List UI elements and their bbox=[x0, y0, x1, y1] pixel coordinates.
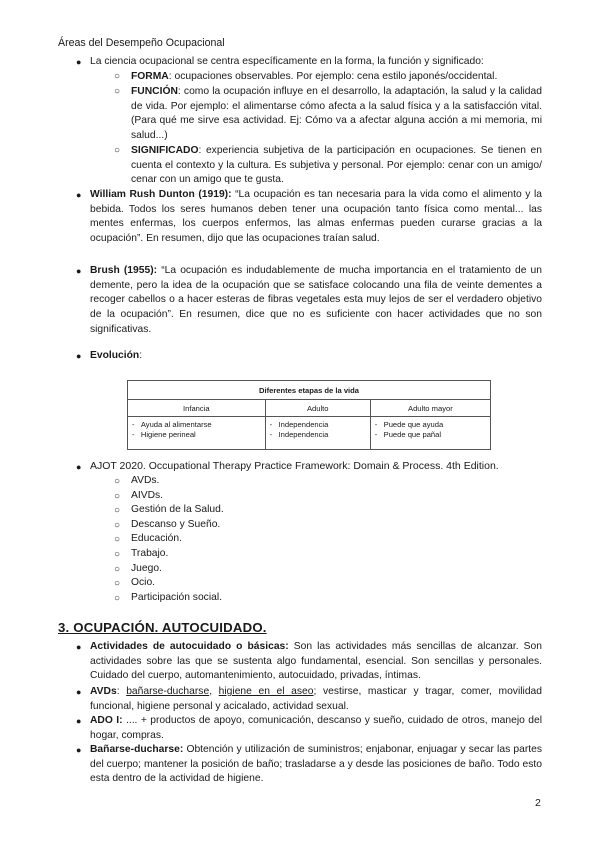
brush-term: Brush (1955): bbox=[90, 265, 158, 276]
funcion-text: : como la ocupación influye en el desarrollo, la adaptación, la salud y la calidad de vida. Por ejemplo: el alimentarse cómo afecta a la salud física y a la satisfacción vital. (Para qué me sirve esa actividad. Ej: Cómo va a afectar alguna acción a mi memoria, mi salud...) bbox=[131, 86, 542, 142]
circle-bullet-icon: ○ bbox=[114, 476, 121, 487]
table-cell-text: Puede que pañal bbox=[383, 430, 442, 439]
circle-bullet-icon: ○ bbox=[114, 593, 121, 604]
brush-text: “La ocupación es indudablemente de mucha importancia en el tratamiento de un demente, pero la idea de la ocupación que se satisface colocando una fila de veinte dementes a recoger cabellos o a hacer esteras de fibras vegetales esta muy lejos de ser el verdadero objetivo de la ocupación”. En resumen, dice que no es suficiente con hacer actividades que no son significativas. bbox=[90, 265, 543, 335]
table-header-cell: Adulto mayor bbox=[370, 400, 490, 417]
circle-bullet-icon: ○ bbox=[114, 520, 121, 531]
table-header-cell: Infancia bbox=[128, 400, 266, 417]
bullet-icon: ● bbox=[76, 716, 82, 726]
bullet-icon: ● bbox=[76, 351, 82, 361]
ajot-item: Trabajo. bbox=[131, 548, 169, 559]
significado-item bbox=[131, 144, 542, 188]
table-cell-adulto-mayor: - Puede que ayuda - Puede que pañal bbox=[370, 417, 490, 450]
page-number: 2 bbox=[535, 797, 541, 809]
bullet-icon: ● bbox=[76, 687, 82, 697]
circle-bullet-icon: ○ bbox=[114, 86, 121, 97]
dunton-term: William Rush Dunton (1919): bbox=[90, 189, 232, 200]
avds-term: AVDs bbox=[90, 686, 117, 697]
table-cell-adulto: - Independencia - Independencia bbox=[265, 417, 370, 450]
autocuidado-paragraph bbox=[90, 640, 542, 684]
circle-bullet-icon: ○ bbox=[114, 145, 121, 156]
funcion-term: FUNCIÓN bbox=[131, 86, 178, 97]
bullet-icon: ● bbox=[76, 190, 82, 200]
circle-bullet-icon: ○ bbox=[114, 491, 121, 502]
table-header-cell: Adulto bbox=[265, 400, 370, 417]
table-cell-text: Ayuda al alimentarse bbox=[140, 420, 212, 429]
table-cell-text: Higiene perineal bbox=[140, 430, 196, 439]
avds-link-higiene: higiene en el aseo bbox=[218, 686, 314, 697]
brush-paragraph bbox=[90, 264, 542, 338]
table-cell-text: Puede que ayuda bbox=[383, 420, 444, 429]
ajot-item: Gestión de la Salud. bbox=[131, 504, 224, 515]
circle-bullet-icon: ○ bbox=[114, 549, 121, 560]
banarse-paragraph bbox=[90, 743, 542, 787]
funcion-item bbox=[131, 85, 542, 144]
intro-paragraph: La ciencia ocupacional se centra específicamente en la forma, la función y significado: bbox=[90, 56, 484, 67]
autocuidado-term: Actividades de autocuidado o básicas: bbox=[90, 641, 289, 652]
bullet-icon: ● bbox=[76, 57, 82, 67]
forma-item bbox=[131, 70, 542, 85]
circle-bullet-icon: ○ bbox=[114, 534, 121, 545]
forma-text: : ocupaciones observables. Por ejemplo: cena estilo japonés/occidental. bbox=[168, 71, 498, 82]
dunton-text: “La ocupación es tan necesaria para la vida como el alimento y la bebida. Todos los seres humanos deben tener una ocupación tanto física como mental... las mentes enfermas, los cuerpos enfermos, las almas enfermas pueden curarse gracias a la ocupación”. En resumen, dijo que las ocupaciones traían salud. bbox=[90, 189, 542, 245]
table-title: Diferentes etapas de la vida bbox=[128, 381, 491, 400]
significado-term: SIGNIFICADO bbox=[131, 145, 199, 156]
ajot-item: Educación. bbox=[131, 533, 182, 544]
circle-bullet-icon: ○ bbox=[114, 71, 121, 82]
forma-term: FORMA bbox=[131, 71, 169, 82]
dunton-paragraph bbox=[90, 188, 542, 247]
bullet-icon: ● bbox=[76, 642, 82, 652]
evolucion-colon: : bbox=[139, 350, 143, 361]
ajot-item: Juego. bbox=[131, 563, 162, 574]
page-header: Áreas del Desempeño Ocupacional bbox=[58, 37, 225, 49]
avds-comma: , bbox=[209, 686, 219, 697]
life-stages-table bbox=[127, 380, 491, 450]
ajot-item: AIVDs. bbox=[131, 490, 164, 501]
evolucion-term: Evolución bbox=[90, 350, 140, 361]
ajot-item: Descanso y Sueño. bbox=[131, 519, 221, 530]
ajot-item: Ocio. bbox=[131, 577, 156, 588]
adoi-term: ADO I: bbox=[90, 715, 123, 726]
section-title: 3. OCUPACIÓN. AUTOCUIDADO. bbox=[58, 620, 267, 635]
bullet-icon: ● bbox=[76, 462, 82, 472]
circle-bullet-icon: ○ bbox=[114, 564, 121, 575]
circle-bullet-icon: ○ bbox=[114, 505, 121, 516]
adoi-paragraph bbox=[90, 714, 542, 743]
bullet-icon: ● bbox=[76, 266, 82, 276]
avds-text: ; vestirse, masticar y tragar, comer, movilidad funcional, higiene personal y acicalado, actividad sexual. bbox=[90, 686, 543, 712]
adoi-text: .... + productos de apoyo, comunicación, descanso y sueño, cuidado de otros, manejo del hogar, compras. bbox=[90, 715, 542, 741]
autocuidado-text: Son las actividades más sencillas de alcanzar. Son actividades sobre las que se sustenta algo fundamental, esencial. Son sencillas y personales. Cuidado del cuerpo, automantenimiento, autocuidado, privadas, íntimas. bbox=[90, 641, 542, 682]
ajot-reference: AJOT 2020. Occupational Therapy Practice Framework: Domain & Process. 4th Edition. bbox=[90, 460, 499, 472]
avds-link-banarse: bañarse-ducharse bbox=[126, 686, 210, 697]
table-cell-text: Independencia bbox=[278, 430, 329, 439]
ajot-item: AVDs. bbox=[131, 475, 160, 486]
circle-bullet-icon: ○ bbox=[114, 578, 121, 589]
banarse-text: Obtención y utilización de suministros; enjabonar, enjuagar y secar las partes del cuerpo; mantener la posición de baño; trasladarse a y desde las posiciones de baño. Todo esto esta dentro de la actividad de higiene. bbox=[90, 744, 542, 785]
significado-text: : experiencia subjetiva de la participación en ocupaciones. Se tienen en cuenta el contexto y la cultura. Es subjetiva y personal. Por ejemplo: cenar con un amigo/ cenar con un amigo que te gusta. bbox=[131, 145, 542, 186]
banarse-term: Bañarse-ducharse: bbox=[90, 744, 184, 755]
bullet-icon: ● bbox=[76, 745, 82, 755]
avds-paragraph bbox=[90, 685, 542, 714]
evolucion-heading bbox=[90, 349, 542, 364]
table-cell-infancia: - Ayuda al alimentarse - Higiene perineal bbox=[128, 417, 266, 450]
avds-separator: : bbox=[116, 686, 127, 697]
ajot-item: Participación social. bbox=[131, 592, 222, 603]
table-cell-text: Independencia bbox=[278, 420, 329, 429]
